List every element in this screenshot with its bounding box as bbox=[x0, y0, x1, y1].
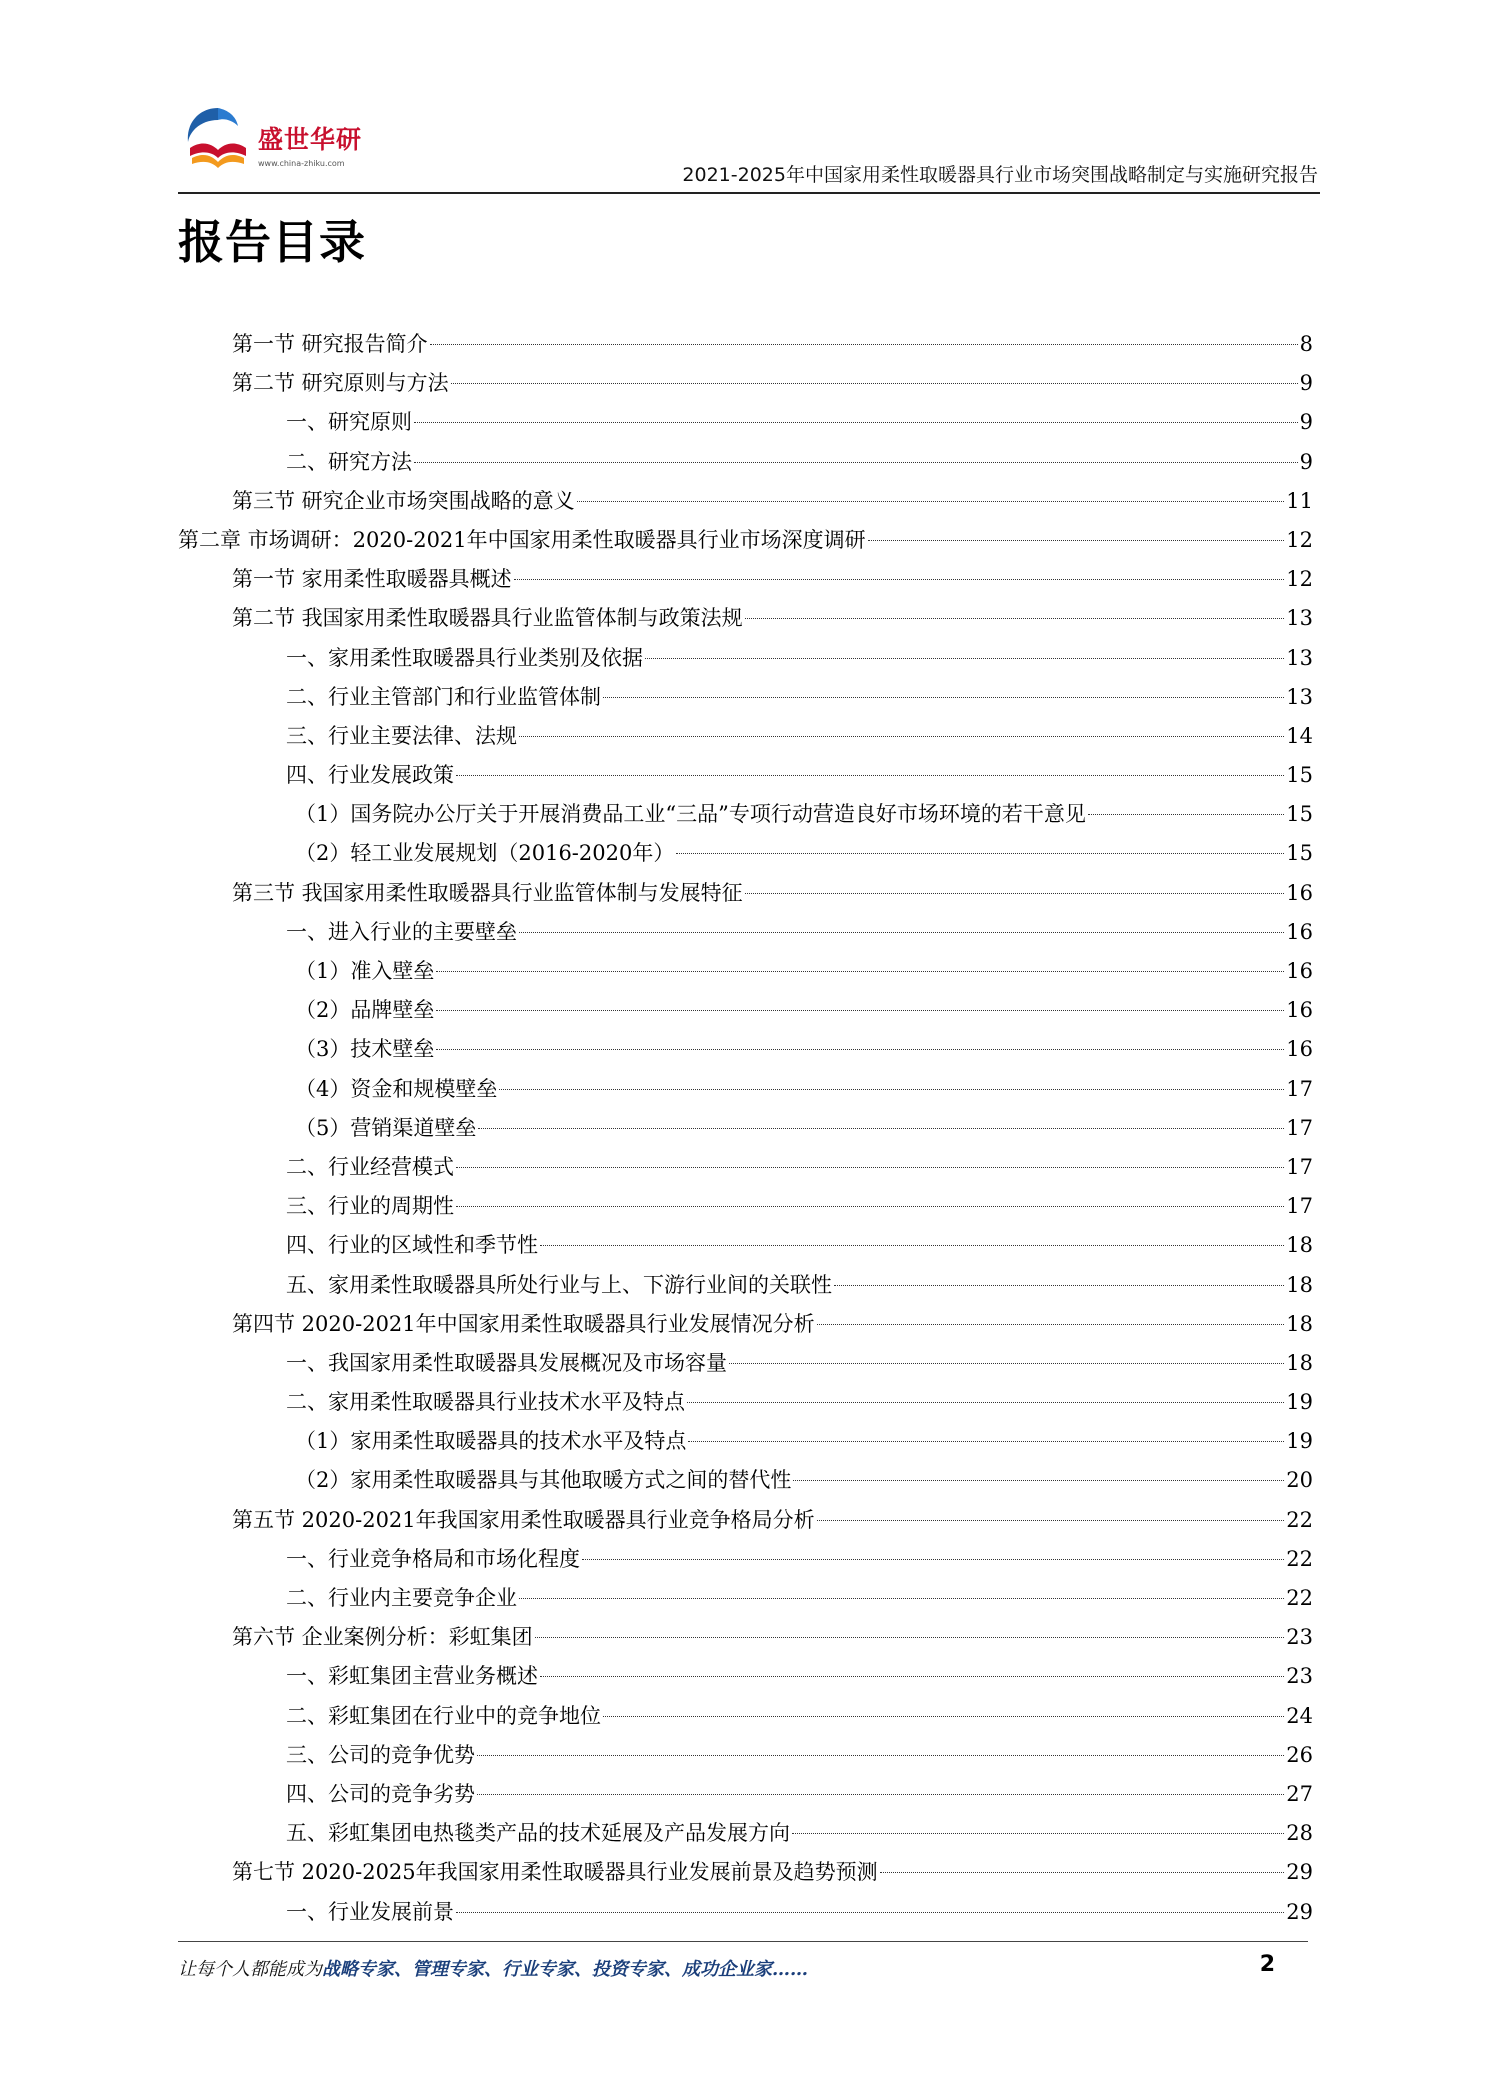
toc-entry-title: 五、彩虹集团电热毯类产品的技术延展及产品发展方向 bbox=[286, 1821, 790, 1846]
page-title: 报告目录 bbox=[178, 215, 366, 269]
toc-entry[interactable] bbox=[178, 1853, 1313, 1892]
toc-entry-page: 27 bbox=[1286, 1781, 1313, 1806]
toc-entry-title: 二、行业主管部门和行业监管体制 bbox=[286, 684, 601, 709]
toc-entry[interactable] bbox=[178, 874, 1313, 913]
toc-entry-title: 第四节 2020-2021年中国家用柔性取暖器具行业发展情况分析 bbox=[232, 1311, 815, 1336]
toc-entry-title: 第二节 研究原则与方法 bbox=[232, 371, 449, 396]
toc-dot-leader bbox=[456, 1206, 1284, 1207]
toc-dot-leader bbox=[514, 579, 1285, 580]
toc-entry-title: 第三节 研究企业市场突围战略的意义 bbox=[232, 488, 575, 513]
toc-dot-leader bbox=[687, 1402, 1284, 1403]
toc-entry-title: 第一节 家用柔性取暖器具概述 bbox=[232, 567, 512, 592]
toc-dot-leader bbox=[535, 1637, 1285, 1638]
header-divider bbox=[178, 192, 1320, 194]
toc-entry-title: 第二章 市场调研：2020-2021年中国家用柔性取暖器具行业市场深度调研 bbox=[178, 527, 866, 552]
toc-entry-page: 13 bbox=[1286, 606, 1313, 631]
toc-entry-title: 二、行业经营模式 bbox=[286, 1154, 454, 1179]
toc-entry[interactable] bbox=[178, 913, 1313, 952]
toc-entry-page: 13 bbox=[1286, 684, 1313, 709]
toc-entry[interactable] bbox=[178, 1109, 1313, 1148]
toc-entry-page: 18 bbox=[1286, 1272, 1313, 1297]
toc-entry-page: 12 bbox=[1286, 527, 1313, 552]
toc-entry[interactable] bbox=[178, 1501, 1313, 1540]
toc-entry[interactable] bbox=[178, 1226, 1313, 1265]
toc-entry-page: 19 bbox=[1286, 1390, 1313, 1415]
toc-entry-page: 14 bbox=[1286, 723, 1313, 748]
toc-dot-leader bbox=[519, 1598, 1284, 1599]
toc-entry[interactable] bbox=[178, 952, 1313, 991]
toc-entry-page: 15 bbox=[1286, 763, 1313, 788]
toc-dot-leader bbox=[688, 1441, 1284, 1442]
toc-entry-page: 17 bbox=[1286, 1154, 1313, 1179]
toc-entry-title: 二、家用柔性取暖器具行业技术水平及特点 bbox=[286, 1390, 685, 1415]
toc-entry-title: 三、行业的周期性 bbox=[286, 1194, 454, 1219]
toc-dot-leader bbox=[793, 1480, 1284, 1481]
toc-entry[interactable] bbox=[178, 1187, 1313, 1226]
toc-dot-leader bbox=[436, 1010, 1284, 1011]
footer-tagline bbox=[178, 1955, 808, 1981]
toc-entry-page: 22 bbox=[1286, 1546, 1313, 1571]
toc-entry[interactable] bbox=[178, 1305, 1313, 1344]
toc-entry[interactable] bbox=[178, 1579, 1313, 1618]
toc-entry-page: 16 bbox=[1286, 998, 1313, 1023]
toc-dot-leader bbox=[582, 1559, 1284, 1560]
logo-url: www.china-zhiku.com bbox=[258, 159, 345, 168]
page-number: 2 bbox=[1259, 1952, 1275, 1977]
toc-dot-leader bbox=[456, 775, 1284, 776]
toc-dot-leader bbox=[478, 1128, 1284, 1129]
logo-name: 盛世华研 bbox=[258, 125, 363, 154]
toc-entry-title: 二、行业内主要竞争企业 bbox=[286, 1586, 517, 1610]
toc-entry-page: 9 bbox=[1299, 371, 1313, 396]
toc-entry-title: 三、行业主要法律、法规 bbox=[286, 723, 517, 748]
toc-entry-page: 29 bbox=[1286, 1899, 1313, 1924]
toc-entry[interactable] bbox=[178, 1344, 1313, 1383]
toc-entry-page: 26 bbox=[1286, 1742, 1313, 1767]
toc-entry-title: 二、研究方法 bbox=[286, 449, 412, 474]
toc-entry[interactable] bbox=[178, 1657, 1313, 1696]
toc-entry-title: 第六节 企业案例分析：彩虹集团 bbox=[232, 1625, 533, 1650]
toc-entry[interactable] bbox=[178, 678, 1313, 717]
toc-entry-title: 五、家用柔性取暖器具所处行业与上、下游行业间的关联性 bbox=[286, 1272, 832, 1297]
toc-entry[interactable] bbox=[178, 1266, 1313, 1305]
toc-dot-leader bbox=[477, 1794, 1284, 1795]
table-of-contents bbox=[178, 325, 1313, 1932]
report-title: 2021-2025年中国家用柔性取暖器具行业市场突围战略制定与实施研究报告 bbox=[682, 164, 1318, 186]
toc-entry-page: 15 bbox=[1286, 802, 1313, 827]
toc-dot-leader bbox=[436, 1049, 1284, 1050]
toc-entry[interactable] bbox=[178, 1814, 1313, 1853]
toc-entry-page: 24 bbox=[1286, 1703, 1313, 1728]
toc-dot-leader bbox=[456, 1912, 1284, 1913]
toc-entry[interactable] bbox=[178, 325, 1313, 364]
toc-entry[interactable] bbox=[178, 1461, 1313, 1500]
toc-entry[interactable] bbox=[178, 795, 1313, 834]
toc-dot-leader bbox=[540, 1245, 1284, 1246]
toc-entry-page: 16 bbox=[1286, 919, 1313, 944]
logo-book-icon bbox=[178, 100, 258, 180]
toc-entry-page: 13 bbox=[1286, 645, 1313, 670]
toc-entry[interactable] bbox=[178, 1148, 1313, 1187]
toc-entry-title: 一、彩虹集团主营业务概述 bbox=[286, 1664, 538, 1689]
toc-entry-title: （4）资金和规模壁垒 bbox=[295, 1076, 498, 1101]
toc-entry[interactable] bbox=[178, 482, 1313, 521]
toc-entry-page: 9 bbox=[1299, 449, 1313, 474]
toc-entry-title: 四、公司的竞争劣势 bbox=[286, 1781, 475, 1806]
toc-entry-page: 29 bbox=[1286, 1860, 1313, 1885]
toc-entry[interactable] bbox=[178, 1030, 1313, 1069]
toc-entry[interactable] bbox=[178, 1422, 1313, 1461]
toc-entry[interactable] bbox=[178, 1540, 1313, 1579]
toc-entry[interactable] bbox=[178, 1893, 1313, 1932]
toc-entry[interactable] bbox=[178, 443, 1313, 482]
footer-divider bbox=[178, 1941, 1308, 1942]
toc-entry[interactable] bbox=[178, 1697, 1313, 1736]
toc-entry-title: 一、我国家用柔性取暖器具发展概况及市场容量 bbox=[286, 1350, 727, 1375]
toc-entry-title: （5）营销渠道壁垒 bbox=[295, 1115, 477, 1140]
toc-entry-title: 四、行业发展政策 bbox=[286, 763, 454, 788]
toc-entry-page: 12 bbox=[1286, 567, 1313, 592]
toc-dot-leader bbox=[729, 1363, 1284, 1364]
company-logo bbox=[178, 100, 378, 180]
toc-entry[interactable] bbox=[178, 403, 1313, 442]
toc-entry-title: 第二节 我国家用柔性取暖器具行业监管体制与政策法规 bbox=[232, 606, 743, 631]
toc-entry-title: （2）家用柔性取暖器具与其他取暖方式之间的替代性 bbox=[295, 1468, 792, 1493]
toc-entry-page: 18 bbox=[1286, 1233, 1313, 1258]
toc-entry-title: 第五节 2020-2021年我国家用柔性取暖器具行业竞争格局分析 bbox=[232, 1507, 815, 1532]
toc-entry-title: 第七节 2020-2025年我国家用柔性取暖器具行业发展前景及趋势预测 bbox=[232, 1860, 878, 1885]
toc-entry-page: 18 bbox=[1286, 1350, 1313, 1375]
toc-dot-leader bbox=[880, 1872, 1285, 1873]
toc-dot-leader bbox=[676, 853, 1284, 854]
toc-entry-page: 8 bbox=[1299, 332, 1313, 356]
toc-entry[interactable] bbox=[178, 1618, 1313, 1657]
toc-entry-title: 一、行业竞争格局和市场化程度 bbox=[286, 1546, 580, 1571]
toc-dot-leader bbox=[1088, 814, 1284, 815]
toc-dot-leader bbox=[499, 1089, 1284, 1090]
toc-entry-page: 23 bbox=[1286, 1664, 1313, 1689]
toc-entry-title: 一、家用柔性取暖器具行业类别及依据 bbox=[286, 645, 643, 670]
toc-entry[interactable] bbox=[178, 756, 1313, 795]
toc-entry-page: 23 bbox=[1286, 1625, 1313, 1650]
toc-entry-page: 17 bbox=[1286, 1194, 1313, 1219]
toc-dot-leader bbox=[436, 971, 1284, 972]
toc-entry-page: 17 bbox=[1286, 1115, 1313, 1140]
toc-entry[interactable] bbox=[178, 639, 1313, 678]
toc-entry[interactable] bbox=[178, 1383, 1313, 1422]
toc-dot-leader bbox=[456, 1167, 1284, 1168]
toc-entry-page: 16 bbox=[1286, 959, 1313, 983]
toc-entry-page: 19 bbox=[1286, 1429, 1313, 1454]
toc-entry[interactable] bbox=[178, 560, 1313, 599]
toc-entry-title: 一、进入行业的主要壁垒 bbox=[286, 919, 517, 944]
toc-dot-leader bbox=[451, 383, 1298, 384]
toc-dot-leader bbox=[868, 540, 1285, 541]
toc-entry-title: （2）轻工业发展规划（2016-2020年） bbox=[295, 841, 675, 866]
toc-entry[interactable] bbox=[178, 364, 1313, 403]
toc-entry-title: 一、行业发展前景 bbox=[286, 1899, 454, 1924]
toc-dot-leader bbox=[540, 1676, 1284, 1677]
toc-dot-leader bbox=[477, 1755, 1284, 1756]
toc-entry-page: 15 bbox=[1286, 841, 1313, 866]
toc-dot-leader bbox=[577, 501, 1285, 502]
toc-entry-title: 四、行业的区域性和季节性 bbox=[286, 1233, 538, 1258]
toc-entry-title: （1）国务院办公厅关于开展消费品工业“三品”专项行动营造良好市场环境的若干意见 bbox=[295, 802, 1086, 827]
toc-entry-title: （3）技术壁垒 bbox=[295, 1037, 435, 1062]
toc-entry-page: 9 bbox=[1299, 410, 1313, 435]
toc-entry-title: 一、研究原则 bbox=[286, 410, 412, 435]
toc-entry-page: 22 bbox=[1286, 1507, 1313, 1532]
footer-tagline-prefix: 让每个人都能成为 bbox=[178, 1959, 322, 1980]
toc-entry[interactable] bbox=[178, 599, 1313, 638]
toc-dot-leader bbox=[603, 1716, 1284, 1717]
toc-dot-leader bbox=[645, 658, 1284, 659]
toc-entry[interactable] bbox=[178, 521, 1313, 560]
toc-entry[interactable] bbox=[178, 1775, 1313, 1814]
toc-entry[interactable] bbox=[178, 717, 1313, 756]
toc-dot-leader bbox=[745, 618, 1285, 619]
toc-entry-page: 22 bbox=[1286, 1586, 1313, 1610]
footer-tagline-slogan: 战略专家、管理专家、行业专家、投资专家、成功企业家…… bbox=[322, 1959, 808, 1980]
toc-entry-page: 17 bbox=[1286, 1076, 1313, 1101]
toc-entry-title: （1）准入壁垒 bbox=[295, 959, 435, 983]
toc-entry-title: 第三节 我国家用柔性取暖器具行业监管体制与发展特征 bbox=[232, 880, 743, 905]
toc-entry-page: 16 bbox=[1286, 1037, 1313, 1062]
toc-dot-leader bbox=[603, 697, 1284, 698]
toc-entry-page: 11 bbox=[1286, 488, 1313, 513]
toc-entry-page: 20 bbox=[1286, 1468, 1313, 1493]
toc-entry-title: （1）家用柔性取暖器具的技术水平及特点 bbox=[295, 1429, 687, 1454]
toc-dot-leader bbox=[519, 932, 1284, 933]
toc-dot-leader bbox=[834, 1285, 1284, 1286]
toc-entry-page: 16 bbox=[1286, 880, 1313, 905]
toc-dot-leader bbox=[414, 462, 1298, 463]
toc-entry[interactable] bbox=[178, 834, 1313, 873]
toc-dot-leader bbox=[430, 344, 1298, 345]
toc-dot-leader bbox=[792, 1833, 1284, 1834]
toc-dot-leader bbox=[817, 1324, 1285, 1325]
toc-entry[interactable] bbox=[178, 1070, 1313, 1109]
toc-entry-title: （2）品牌壁垒 bbox=[295, 998, 435, 1023]
toc-entry-title: 三、公司的竞争优势 bbox=[286, 1742, 475, 1767]
toc-entry-title: 第一节 研究报告简介 bbox=[232, 332, 428, 356]
toc-entry-page: 18 bbox=[1286, 1311, 1313, 1336]
toc-dot-leader bbox=[519, 736, 1284, 737]
toc-entry[interactable] bbox=[178, 991, 1313, 1030]
toc-dot-leader bbox=[817, 1520, 1285, 1521]
toc-dot-leader bbox=[745, 893, 1285, 894]
toc-dot-leader bbox=[414, 422, 1298, 423]
toc-entry[interactable] bbox=[178, 1736, 1313, 1775]
toc-entry-title: 二、彩虹集团在行业中的竞争地位 bbox=[286, 1703, 601, 1728]
toc-entry-page: 28 bbox=[1286, 1821, 1313, 1846]
